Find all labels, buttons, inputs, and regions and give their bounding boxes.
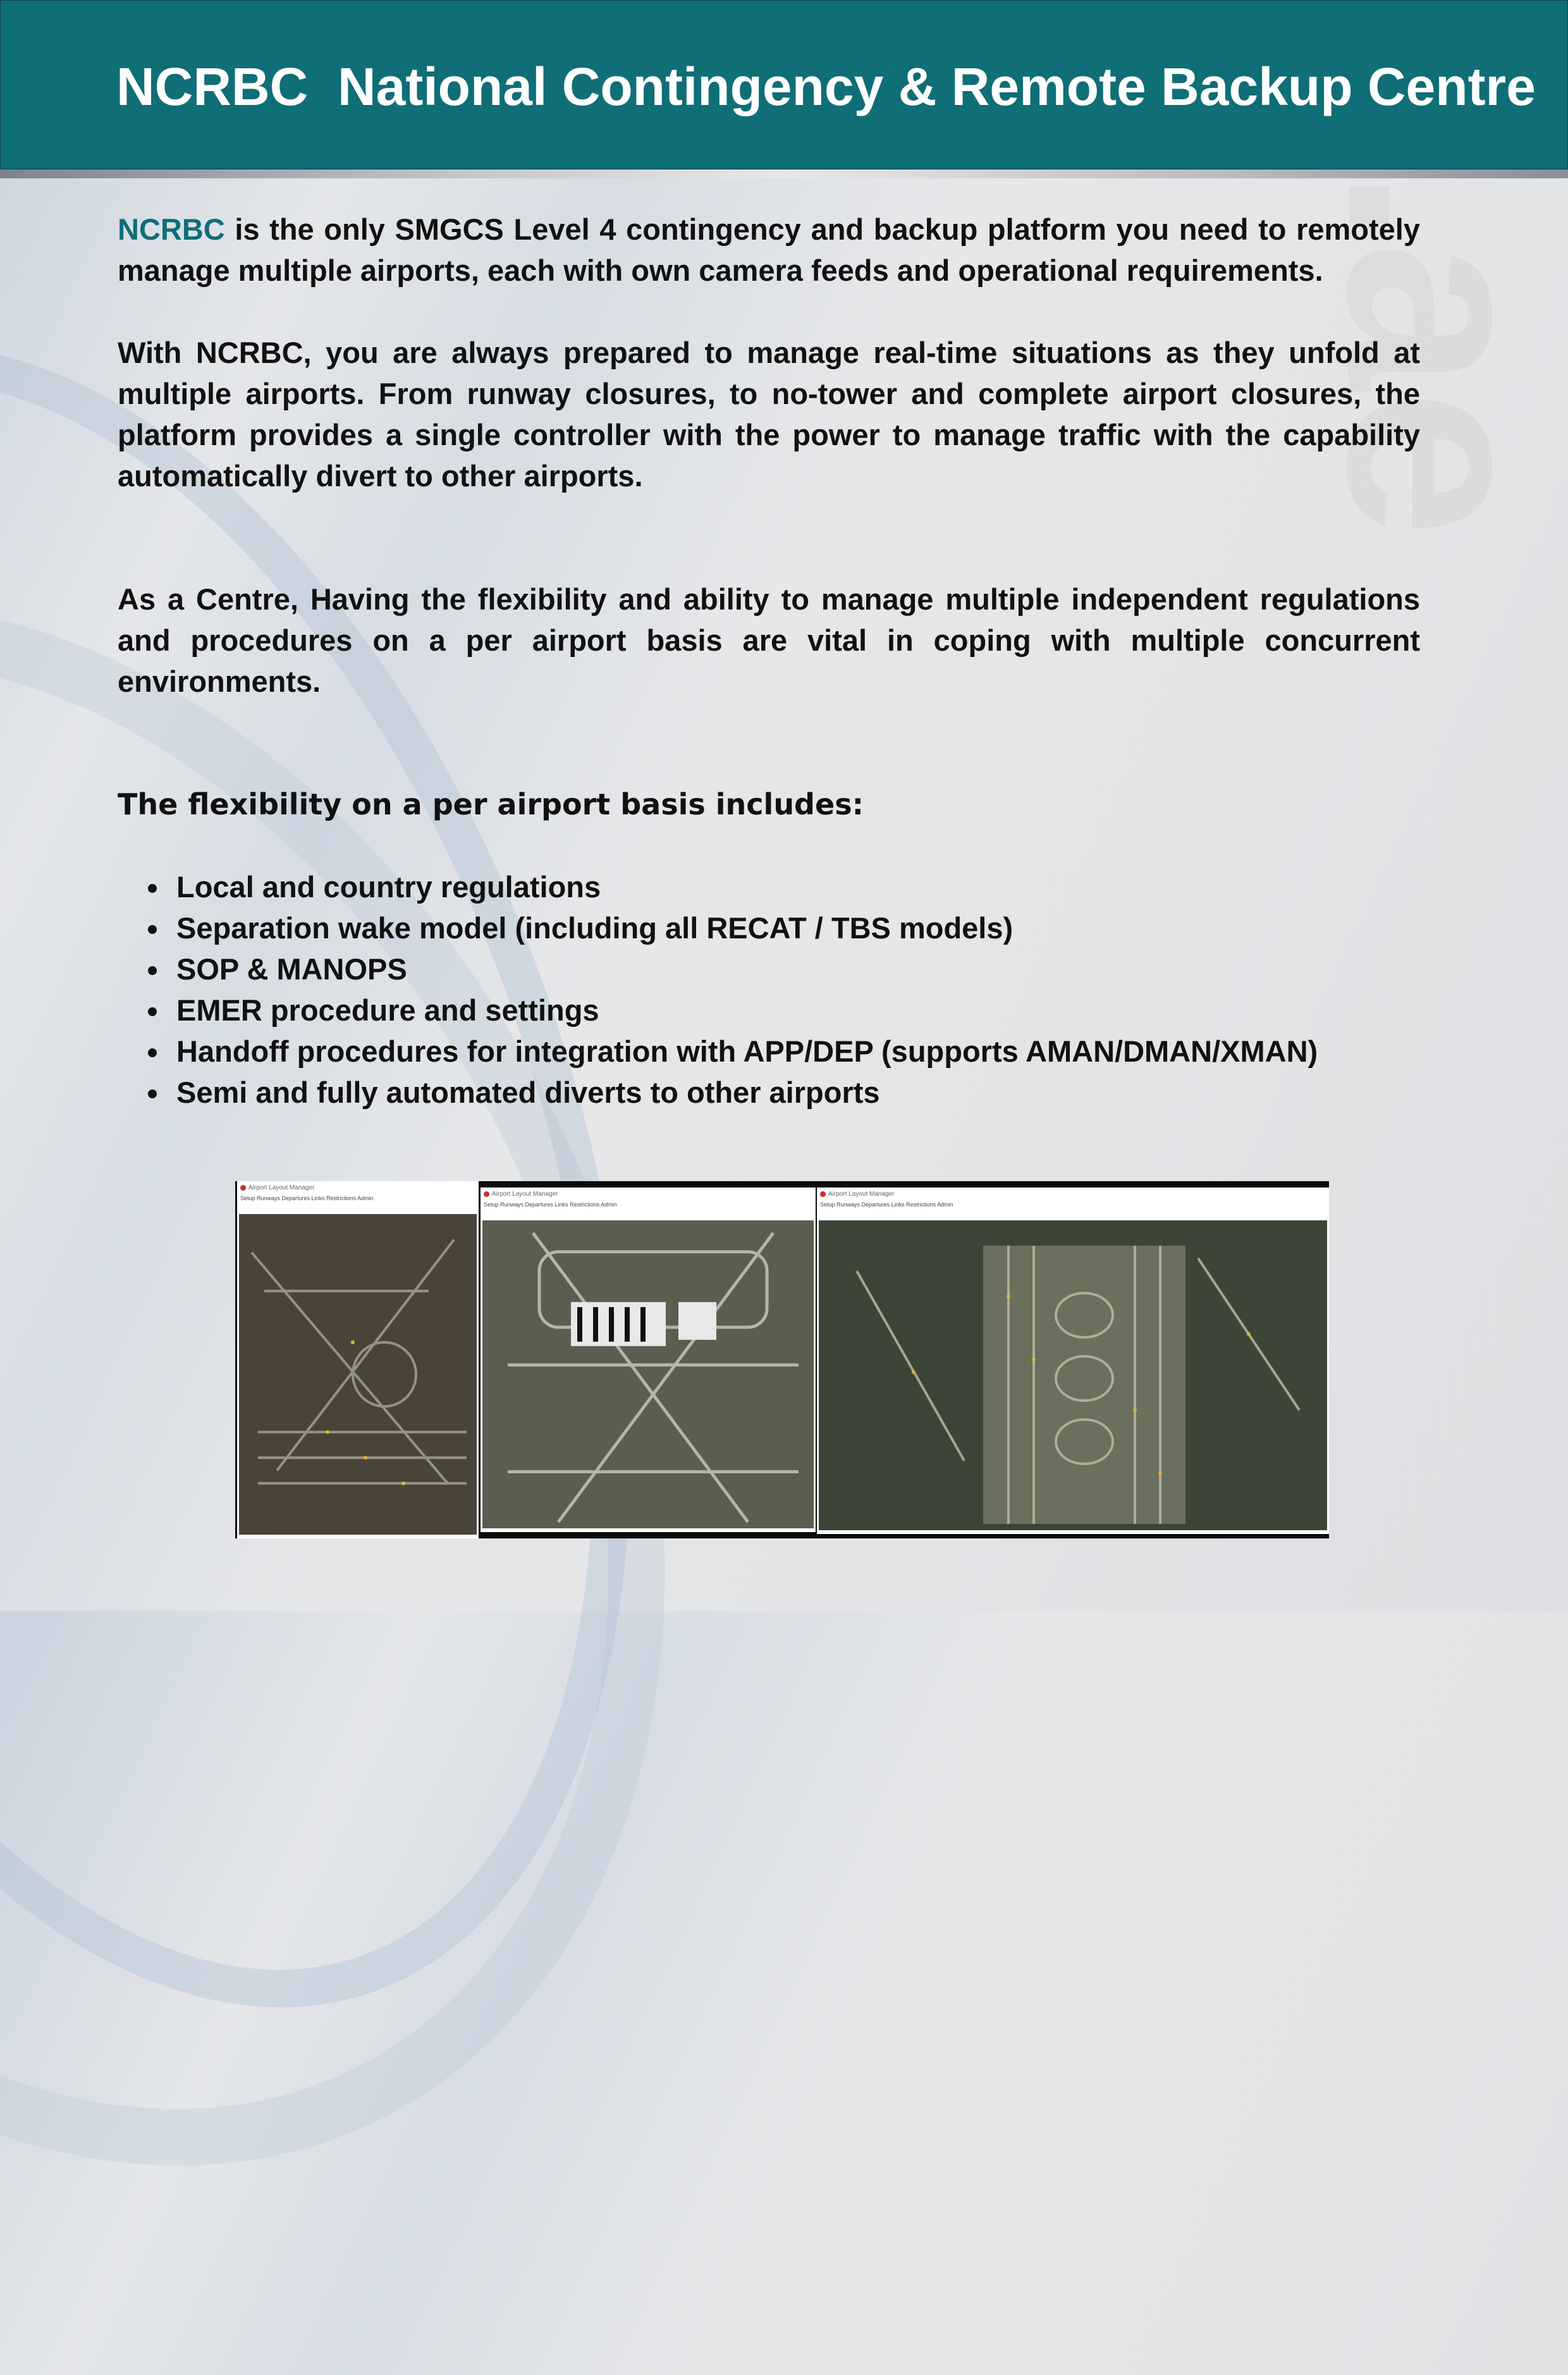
brand-name: NCRBC	[118, 212, 225, 246]
page-header	[0, 0, 1568, 169]
list-item: • Separation wake model (including all RECAT / TBS models)	[170, 907, 1420, 948]
list-item: • Handoff procedures for integration with APP/DEP (supports AMAN/DMAN/XMAN)	[170, 1031, 1420, 1072]
content	[118, 209, 1420, 1113]
window-title: Airport Layout Manager	[492, 1191, 558, 1198]
window-title: Airport Layout Manager	[828, 1191, 895, 1198]
airport-map	[819, 1220, 1327, 1530]
menu-bar: Setup Runways Departures Links Restrictions Admin	[240, 1195, 374, 1201]
intro-text: is the only SMGCS Level 4 contingency and backup platform you need to remotely manage multiple airports, each with own camera feeds and operational requirements.	[118, 212, 1420, 287]
airport-map	[482, 1220, 814, 1528]
menu-bar: Setup Runways Departures Links Restrictions Admin	[820, 1201, 953, 1208]
menu-bar: Setup Runways Departures Links Restrictions Admin	[484, 1201, 617, 1208]
list-item: • Semi and fully automated diverts to other airports	[170, 1072, 1420, 1113]
page-title: NCRBC National Contingency & Remote Backup Centre	[116, 57, 1536, 116]
section-heading: The flexibility on a per airport basis includes:	[118, 787, 864, 821]
paragraph-2: With NCRBC, you are always prepared to manage real-time situations as they unfold at multiple airports. From runway closures, to no-tower and complete airport closures, the platform provides a single controller with the power to manage traffic with the capability automatically divert to other airports.	[118, 336, 1420, 493]
app-icon	[820, 1191, 826, 1197]
airport-screenshots	[235, 1181, 1329, 1538]
paragraph-3: As a Centre, Having the flexibility and ability to manage multiple independent regulations and procedures on a per airport basis are vital in coping with multiple concurrent environments.	[118, 582, 1420, 698]
intro-paragraph	[118, 209, 1420, 291]
feature-list	[118, 866, 1420, 1113]
list-item: • Local and country regulations	[170, 866, 1420, 907]
airport-map	[239, 1214, 477, 1535]
header-divider	[0, 169, 1568, 178]
app-icon	[240, 1185, 246, 1191]
screenshot-window	[817, 1188, 1329, 1534]
screenshot-window	[481, 1188, 816, 1532]
list-item: • EMER procedure and settings	[170, 990, 1420, 1031]
list-item: • SOP & MANOPS	[170, 948, 1420, 990]
screenshot-window	[237, 1181, 479, 1538]
app-icon	[484, 1191, 489, 1197]
window-title: Airport Layout Manager	[248, 1184, 315, 1191]
